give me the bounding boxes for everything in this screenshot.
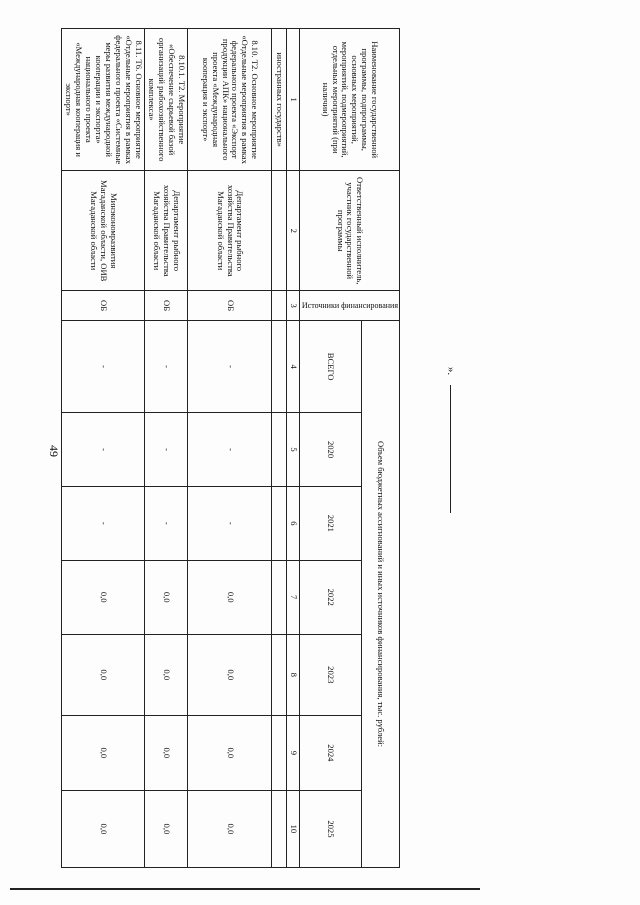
closing-quote-mark: ».	[445, 366, 457, 376]
header-source-cell	[300, 291, 400, 321]
empty-cell	[272, 634, 287, 715]
row-value: -	[145, 321, 188, 413]
row-value: 0,0	[62, 790, 145, 867]
column-number: 8	[287, 634, 300, 715]
table-row	[145, 29, 188, 868]
row-source: ОБ	[62, 291, 145, 321]
column-number: 6	[287, 486, 300, 560]
row-value: 0,0	[62, 715, 145, 790]
column-number: 4	[287, 321, 300, 413]
header-financing-group: Объем бюджетных ассигнований и иных источников финансирования, тыс. рублей:	[362, 321, 400, 868]
financing-table-wrapper	[64, 28, 400, 868]
row-value: -	[62, 413, 145, 487]
header-total: ВСЕГО	[300, 321, 362, 413]
header-source: Источники финансирования	[301, 301, 398, 310]
empty-cell	[272, 486, 287, 560]
page-number: 49	[47, 445, 61, 457]
row-executor: Департамент рыбного хозяйства Правительства Магаданской области	[188, 171, 272, 291]
row-executor: Минэкономразвития Магаданской области, ОИВ Магаданской области	[62, 171, 145, 291]
header-year: 2022	[300, 560, 362, 634]
row-value: 0,0	[188, 715, 272, 790]
row-value: 0,0	[62, 634, 145, 715]
row-name: 8.10.1. Т2. Мероприятие «Обеспечение сырьевой базой организаций рыбохозяйственного комплекса»	[145, 29, 188, 171]
row-value: -	[62, 321, 145, 413]
header-executor: Ответственный исполнитель, участник государственной программы	[300, 171, 400, 291]
row-value: 0,0	[145, 715, 188, 790]
column-number: 9	[287, 715, 300, 790]
row-value: -	[188, 413, 272, 487]
empty-cell	[272, 171, 287, 291]
row-value: -	[145, 486, 188, 560]
column-number: 5	[287, 413, 300, 487]
column-number: 2	[287, 171, 300, 291]
column-number: 1	[287, 29, 300, 171]
empty-cell	[272, 560, 287, 634]
header-year: 2020	[300, 413, 362, 487]
row-value: 0,0	[62, 560, 145, 634]
row-value: 0,0	[145, 634, 188, 715]
row-source: ОБ	[145, 291, 188, 321]
row-value: 0,0	[188, 634, 272, 715]
closing-line	[450, 385, 451, 513]
row-value: -	[188, 321, 272, 413]
empty-cell	[272, 413, 287, 487]
row-executor: Департамент рыбного хозяйства Правительства Магаданской области	[145, 171, 188, 291]
row-value: -	[188, 486, 272, 560]
row-value: 0,0	[188, 790, 272, 867]
column-number: 10	[287, 790, 300, 867]
financing-table	[61, 28, 400, 868]
row-source: ОБ	[188, 291, 272, 321]
column-number: 3	[287, 291, 300, 321]
table-row	[188, 29, 272, 868]
header-year: 2021	[300, 486, 362, 560]
continuation-cell: иностранных государств»	[272, 29, 287, 171]
row-value: 0,0	[145, 560, 188, 634]
row-value: -	[62, 486, 145, 560]
row-value: 0,0	[145, 790, 188, 867]
table-row	[62, 29, 145, 868]
header-year: 2023	[300, 634, 362, 715]
empty-cell	[272, 321, 287, 413]
header-year: 2024	[300, 715, 362, 790]
empty-cell	[272, 790, 287, 867]
empty-cell	[272, 715, 287, 790]
row-name: 8.10. Т2. Основное мероприятие «Отдельные мероприятия в рамках федерального проекта «Экспорт продукции АПК» национального проекта «Международная кооперация и экспорт»	[188, 29, 272, 171]
page-bottom-rule	[10, 888, 480, 890]
row-name: 8.11. Т6. Основное мероприятие «Отдельные мероприятия в рамках федерального проекта «Системные меры развития международной кооперации и экспорта» национального проекта «Международная кооперация и экспорт»	[62, 29, 145, 171]
column-number: 7	[287, 560, 300, 634]
row-value: -	[145, 413, 188, 487]
header-name: Наименование государственной программы, подпрограммы, основных мероприятий, мероприятий, подмероприятий, отдельных мероприятий (при наличии)	[300, 29, 400, 171]
header-year: 2025	[300, 790, 362, 867]
empty-cell	[272, 291, 287, 321]
row-value: 0,0	[188, 560, 272, 634]
